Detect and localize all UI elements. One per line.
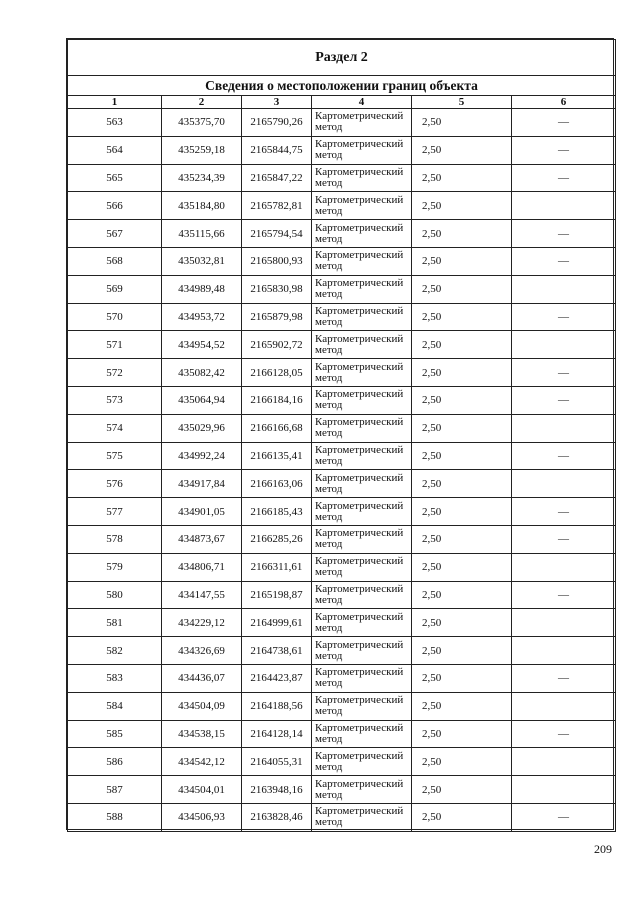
coord-x: 435032,81 (162, 247, 242, 275)
table-row (68, 637, 616, 665)
description-cell: — (512, 498, 616, 526)
method-cell: Картометрический метод (312, 664, 412, 692)
table-row (68, 692, 616, 720)
description-cell: — (512, 720, 616, 748)
table-row (68, 192, 616, 220)
coord-y: 2165790,26 (242, 109, 312, 137)
point-number: 570 (68, 303, 162, 331)
description-cell (512, 192, 616, 220)
description-cell: — (512, 136, 616, 164)
point-number: 578 (68, 525, 162, 553)
table-row (68, 470, 616, 498)
accuracy-cell: 2,50 (412, 803, 512, 831)
description-cell: — (512, 664, 616, 692)
table-row (68, 498, 616, 526)
description-cell (512, 331, 616, 359)
point-number: 588 (68, 803, 162, 831)
accuracy-cell: 2,50 (412, 359, 512, 387)
coord-x: 434989,48 (162, 275, 242, 303)
method-cell: Картометрический метод (312, 776, 412, 804)
coord-x: 435234,39 (162, 164, 242, 192)
description-cell (512, 776, 616, 804)
description-cell (512, 609, 616, 637)
column-header: 6 (512, 96, 616, 109)
method-cell: Картометрический метод (312, 442, 412, 470)
description-cell: — (512, 525, 616, 553)
coord-y: 2166185,43 (242, 498, 312, 526)
point-number: 569 (68, 275, 162, 303)
accuracy-cell: 2,50 (412, 553, 512, 581)
point-number: 585 (68, 720, 162, 748)
coord-x: 435259,18 (162, 136, 242, 164)
coord-y: 2164999,61 (242, 609, 312, 637)
coord-x: 434917,84 (162, 470, 242, 498)
column-header: 3 (242, 96, 312, 109)
table-row (68, 776, 616, 804)
accuracy-cell: 2,50 (412, 164, 512, 192)
accuracy-cell: 2,50 (412, 637, 512, 665)
point-number: 579 (68, 553, 162, 581)
coord-y: 2165782,81 (242, 192, 312, 220)
table-row (68, 553, 616, 581)
accuracy-cell: 2,50 (412, 136, 512, 164)
method-cell: Картометрический метод (312, 359, 412, 387)
method-cell: Картометрический метод (312, 525, 412, 553)
description-cell: — (512, 386, 616, 414)
method-cell: Картометрический метод (312, 637, 412, 665)
method-cell: Картометрический метод (312, 498, 412, 526)
accuracy-cell: 2,50 (412, 525, 512, 553)
description-cell: — (512, 803, 616, 831)
method-cell: Картометрический метод (312, 109, 412, 137)
point-number: 582 (68, 637, 162, 665)
table-row (68, 664, 616, 692)
coord-y: 2166128,05 (242, 359, 312, 387)
accuracy-cell: 2,50 (412, 692, 512, 720)
accuracy-cell: 2,50 (412, 720, 512, 748)
table-row (68, 414, 616, 442)
point-number: 577 (68, 498, 162, 526)
point-number: 566 (68, 192, 162, 220)
coord-x: 434873,67 (162, 525, 242, 553)
coord-x: 434992,24 (162, 442, 242, 470)
table-row (68, 609, 616, 637)
coord-y: 2166184,16 (242, 386, 312, 414)
accuracy-cell: 2,50 (412, 109, 512, 137)
method-cell: Картометрический метод (312, 470, 412, 498)
point-number: 567 (68, 220, 162, 248)
coord-x: 434436,07 (162, 664, 242, 692)
method-cell: Картометрический метод (312, 220, 412, 248)
description-cell (512, 553, 616, 581)
table-row (68, 442, 616, 470)
table-row (68, 359, 616, 387)
column-header: 1 (68, 96, 162, 109)
point-number: 587 (68, 776, 162, 804)
coord-y: 2165844,75 (242, 136, 312, 164)
coord-x: 435375,70 (162, 109, 242, 137)
description-cell: — (512, 247, 616, 275)
coord-x: 435184,80 (162, 192, 242, 220)
coord-x: 434504,09 (162, 692, 242, 720)
coord-y: 2163948,16 (242, 776, 312, 804)
coord-y: 2166135,41 (242, 442, 312, 470)
section-title: Раздел 2 (68, 40, 616, 76)
coord-x: 434506,93 (162, 803, 242, 831)
accuracy-cell: 2,50 (412, 664, 512, 692)
column-header: 4 (312, 96, 412, 109)
coord-y: 2164055,31 (242, 748, 312, 776)
method-cell: Картометрический метод (312, 247, 412, 275)
accuracy-cell: 2,50 (412, 192, 512, 220)
point-number: 563 (68, 109, 162, 137)
table-row (68, 275, 616, 303)
coord-y: 2164128,14 (242, 720, 312, 748)
document-frame (66, 38, 614, 830)
accuracy-cell: 2,50 (412, 331, 512, 359)
point-number: 568 (68, 247, 162, 275)
method-cell: Картометрический метод (312, 192, 412, 220)
point-number: 574 (68, 414, 162, 442)
method-cell: Картометрический метод (312, 609, 412, 637)
table-row (68, 803, 616, 831)
table-row (68, 386, 616, 414)
description-cell: — (512, 220, 616, 248)
point-number: 576 (68, 470, 162, 498)
description-cell: — (512, 303, 616, 331)
coord-x: 434953,72 (162, 303, 242, 331)
coord-y: 2164738,61 (242, 637, 312, 665)
point-number: 571 (68, 331, 162, 359)
point-number: 565 (68, 164, 162, 192)
column-header-row (68, 96, 616, 109)
method-cell: Картометрический метод (312, 720, 412, 748)
table-row (68, 748, 616, 776)
accuracy-cell: 2,50 (412, 386, 512, 414)
page-number: 209 (594, 842, 612, 856)
method-cell: Картометрический метод (312, 331, 412, 359)
table-row (68, 136, 616, 164)
point-number: 575 (68, 442, 162, 470)
table-row (68, 220, 616, 248)
description-cell (512, 470, 616, 498)
method-cell: Картометрический метод (312, 386, 412, 414)
coord-x: 434326,69 (162, 637, 242, 665)
accuracy-cell: 2,50 (412, 303, 512, 331)
table-row (68, 109, 616, 137)
table-row (68, 247, 616, 275)
method-cell: Картометрический метод (312, 275, 412, 303)
coord-x: 434954,52 (162, 331, 242, 359)
description-cell (512, 275, 616, 303)
point-number: 573 (68, 386, 162, 414)
method-cell: Картометрический метод (312, 303, 412, 331)
coord-y: 2165830,98 (242, 275, 312, 303)
coord-x: 434806,71 (162, 553, 242, 581)
method-cell: Картометрический метод (312, 414, 412, 442)
coord-y: 2165847,22 (242, 164, 312, 192)
table-subtitle: Сведения о местоположении границ объекта (68, 76, 616, 96)
description-cell: — (512, 359, 616, 387)
accuracy-cell: 2,50 (412, 442, 512, 470)
description-cell (512, 692, 616, 720)
table-row (68, 525, 616, 553)
table-row (68, 581, 616, 609)
coord-x: 434504,01 (162, 776, 242, 804)
accuracy-cell: 2,50 (412, 609, 512, 637)
method-cell: Картометрический метод (312, 803, 412, 831)
point-number: 586 (68, 748, 162, 776)
coord-y: 2164423,87 (242, 664, 312, 692)
method-cell: Картометрический метод (312, 692, 412, 720)
coord-x: 435082,42 (162, 359, 242, 387)
coord-y: 2163828,46 (242, 803, 312, 831)
point-number: 564 (68, 136, 162, 164)
point-number: 572 (68, 359, 162, 387)
method-cell: Картометрический метод (312, 164, 412, 192)
description-cell: — (512, 442, 616, 470)
method-cell: Картометрический метод (312, 748, 412, 776)
description-cell (512, 637, 616, 665)
accuracy-cell: 2,50 (412, 470, 512, 498)
coord-x: 435064,94 (162, 386, 242, 414)
coord-y: 2165794,54 (242, 220, 312, 248)
point-number: 580 (68, 581, 162, 609)
table-row (68, 331, 616, 359)
coord-y: 2164188,56 (242, 692, 312, 720)
column-header: 5 (412, 96, 512, 109)
accuracy-cell: 2,50 (412, 220, 512, 248)
accuracy-cell: 2,50 (412, 748, 512, 776)
point-number: 583 (68, 664, 162, 692)
coord-x: 434542,12 (162, 748, 242, 776)
method-cell: Картометрический метод (312, 581, 412, 609)
method-cell: Картометрический метод (312, 553, 412, 581)
accuracy-cell: 2,50 (412, 581, 512, 609)
coord-x: 434901,05 (162, 498, 242, 526)
point-number: 584 (68, 692, 162, 720)
coord-y: 2166166,68 (242, 414, 312, 442)
accuracy-cell: 2,50 (412, 414, 512, 442)
table-row (68, 303, 616, 331)
accuracy-cell: 2,50 (412, 498, 512, 526)
coord-y: 2165198,87 (242, 581, 312, 609)
table-row (68, 720, 616, 748)
coord-x: 435115,66 (162, 220, 242, 248)
coord-y: 2165902,72 (242, 331, 312, 359)
coord-y: 2165800,93 (242, 247, 312, 275)
description-cell (512, 414, 616, 442)
coord-x: 434538,15 (162, 720, 242, 748)
coord-y: 2166285,26 (242, 525, 312, 553)
coord-x: 434229,12 (162, 609, 242, 637)
accuracy-cell: 2,50 (412, 776, 512, 804)
coord-x: 435029,96 (162, 414, 242, 442)
coord-y: 2166311,61 (242, 553, 312, 581)
description-cell (512, 748, 616, 776)
column-header: 2 (162, 96, 242, 109)
description-cell: — (512, 581, 616, 609)
description-cell: — (512, 164, 616, 192)
coord-y: 2166163,06 (242, 470, 312, 498)
accuracy-cell: 2,50 (412, 247, 512, 275)
description-cell: — (512, 109, 616, 137)
method-cell: Картометрический метод (312, 136, 412, 164)
point-number: 581 (68, 609, 162, 637)
coord-x: 434147,55 (162, 581, 242, 609)
boundary-table (67, 39, 616, 832)
coord-y: 2165879,98 (242, 303, 312, 331)
accuracy-cell: 2,50 (412, 275, 512, 303)
table-row (68, 164, 616, 192)
